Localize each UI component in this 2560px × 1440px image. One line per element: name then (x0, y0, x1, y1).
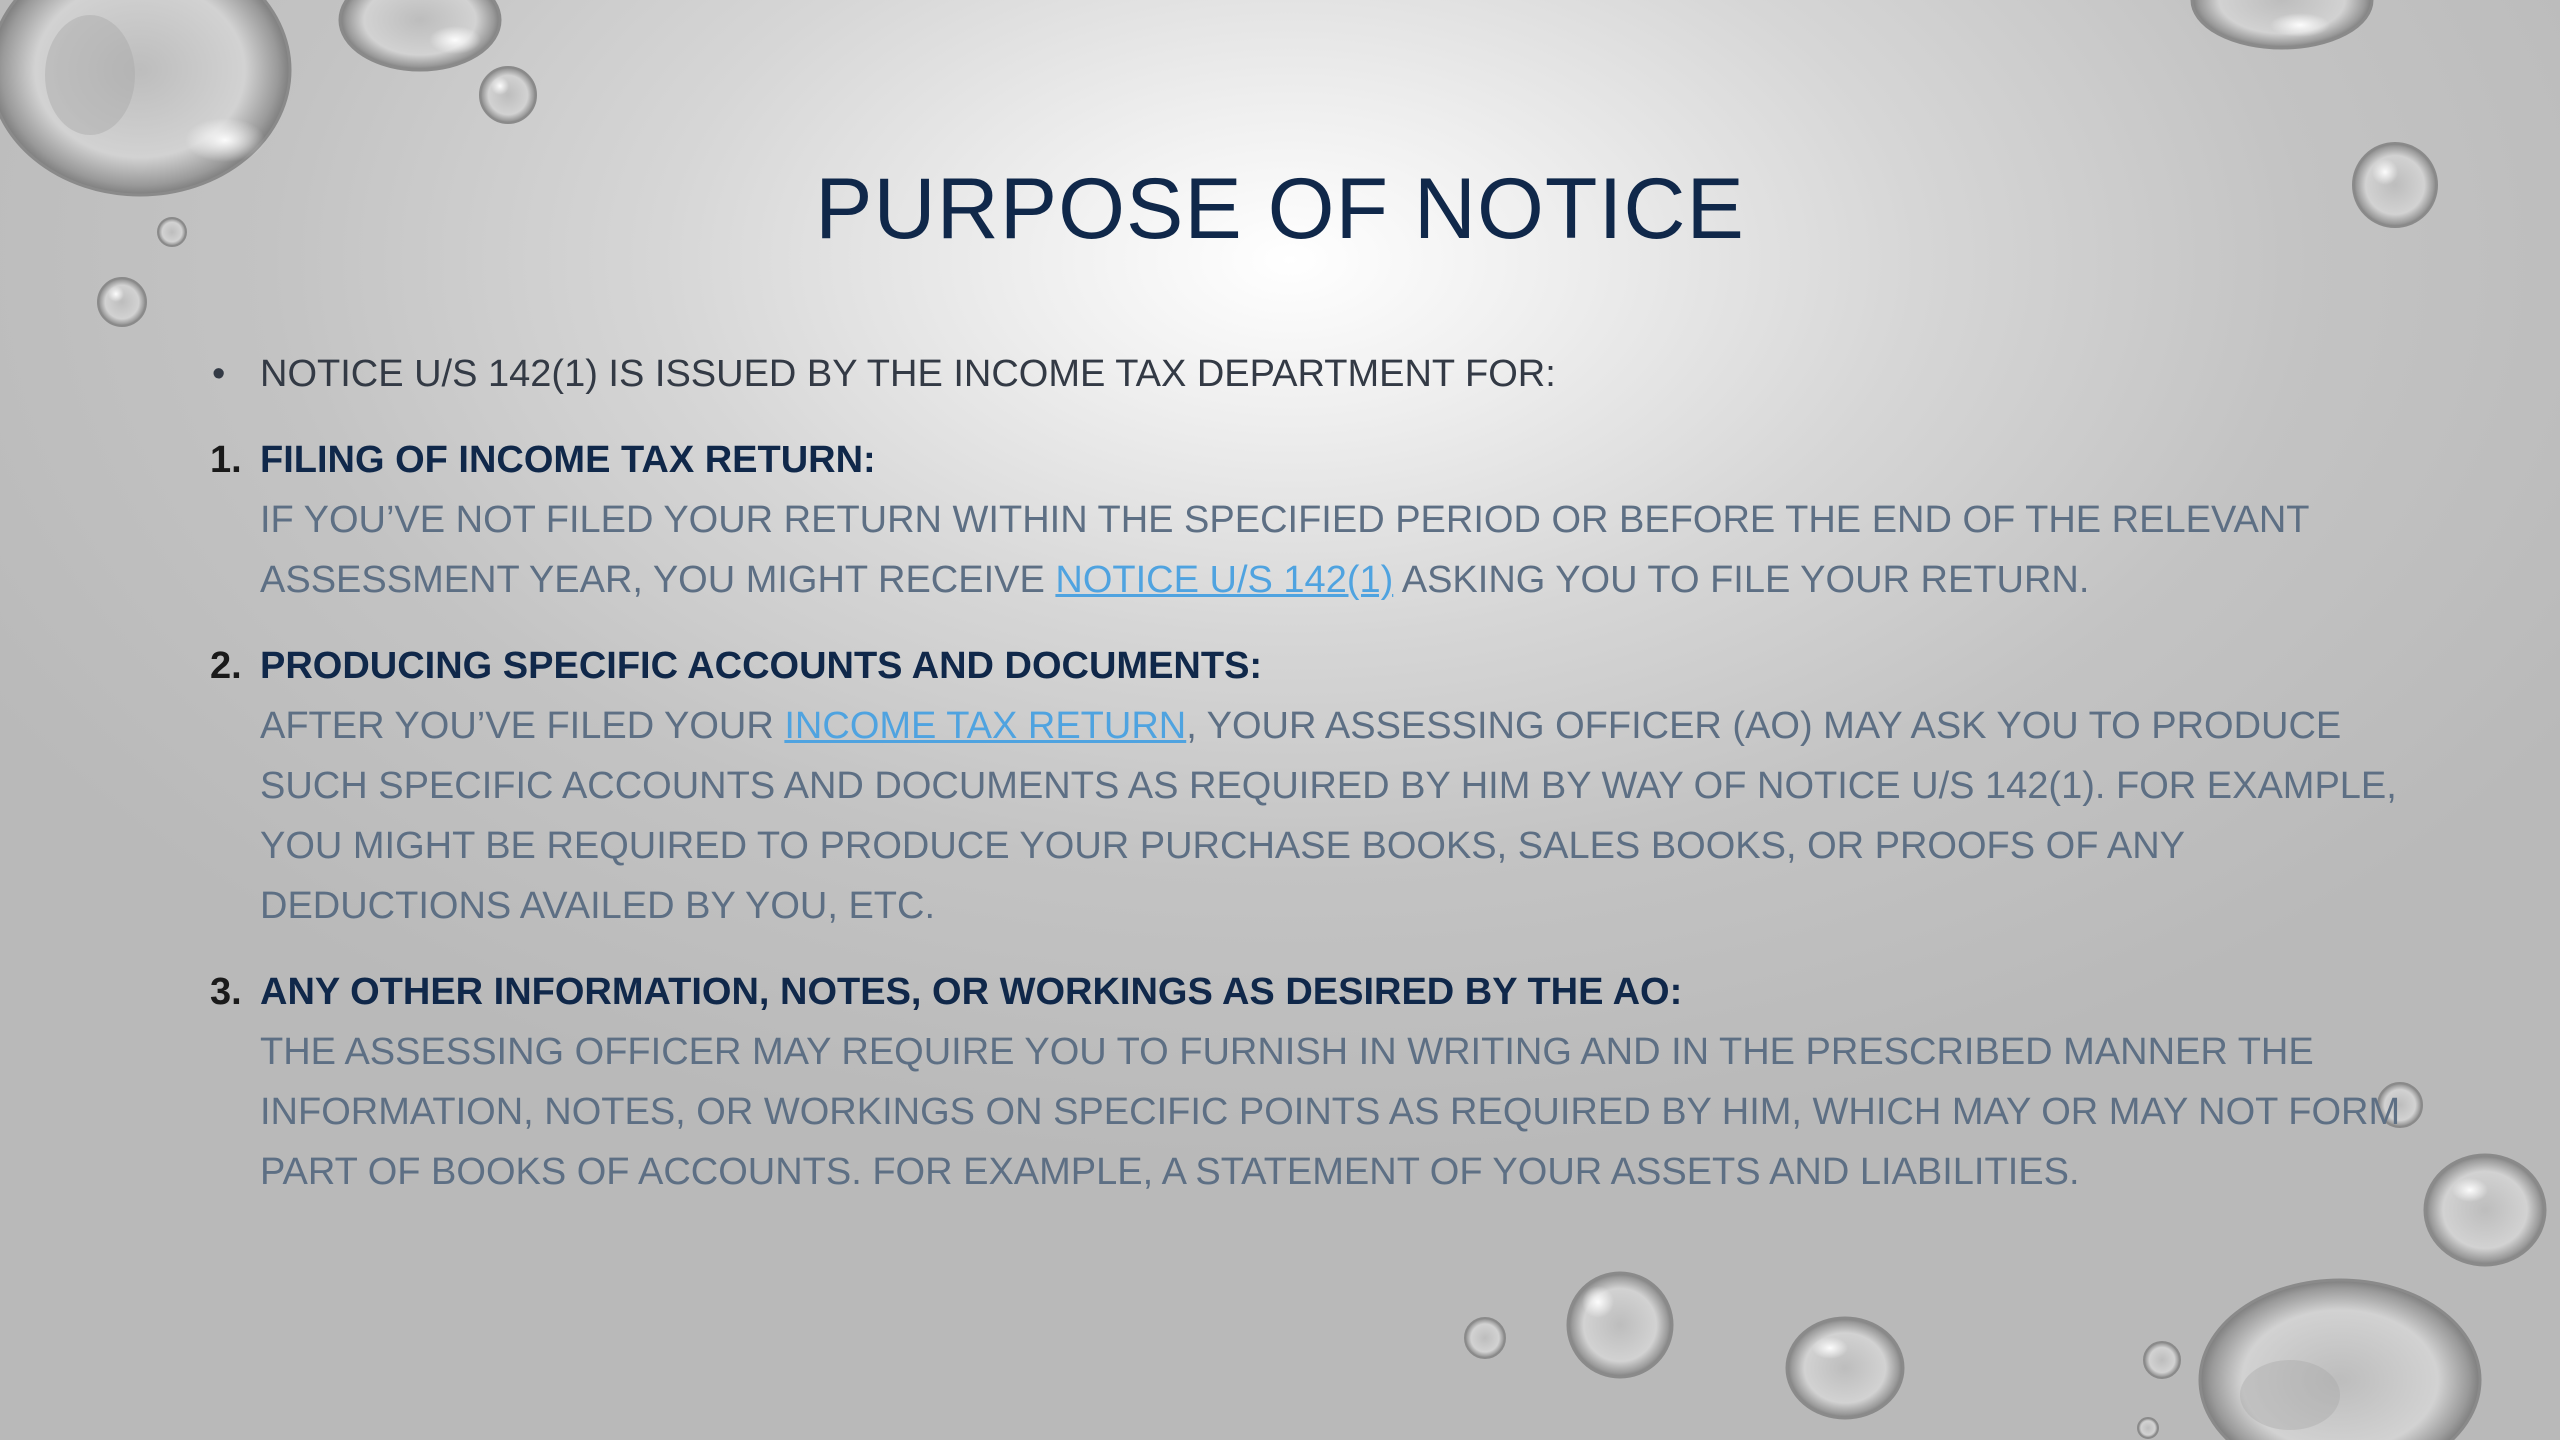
item-body-text: AFTER YOU’VE FILED YOUR (260, 705, 785, 747)
item-heading: ANY OTHER INFORMATION, NOTES, OR WORKINGS AS DESIRED BY THE AO: (260, 971, 1683, 1013)
item-heading: FILING OF INCOME TAX RETURN: (260, 439, 876, 481)
item-body-text-end: ASKING YOU TO FILE YOUR RETURN. (1393, 559, 2090, 601)
item-body (260, 490, 2410, 610)
intro-bullet (210, 344, 2410, 404)
drop-right-medium (2425, 1155, 2545, 1265)
list-item-3 (210, 962, 2410, 1202)
drop-bottom-center-small (1465, 1318, 1505, 1358)
item-body-text-end: , YOUR ASSESSING OFFICER (AO) MAY ASK YOU TO PRODUCE SUCH SPECIFIC ACCOUNTS AND DOCUMENTS AS REQUIRED BY HIM BY WAY OF NOTICE U/S 142(1). FOR EXAMPLE, YOU MIGHT BE REQUIRED TO PRODUCE YOUR PURCHASE BOOKS, SALES BOOKS, OR PROOFS OF ANY DEDUCTIONS AVAILED BY YOU, ETC. (260, 705, 2397, 927)
drop-top-left-medium (340, 0, 500, 70)
drop-bottom-center-medium (1568, 1273, 1672, 1377)
slide-title: PURPOSE OF NOTICE (815, 161, 1745, 257)
item-number: 2. (210, 645, 242, 687)
item-body: THE ASSESSING OFFICER MAY REQUIRE YOU TO FURNISH IN WRITING AND IN THE PRESCRIBED MANNER THE INFORMATION, NOTES, OR WORKINGS ON SPECIFIC POINTS AS REQUIRED BY HIM, WHICH MAY OR MAY NOT FORM PART OF BOOKS OF ACCOUNTS. FOR EXAMPLE, A STATEMENT OF YOUR ASSETS AND LIABILITIES. (260, 1031, 2401, 1193)
item-number: 3. (210, 971, 242, 1013)
bullet-dot-icon: • (212, 353, 226, 395)
drop-bottom-right-large (2200, 1280, 2480, 1440)
drop-top-left-small-3 (98, 278, 146, 326)
drop-top-right-large (2192, 0, 2372, 48)
notice-link[interactable]: NOTICE U/S 142(1) (1055, 559, 1394, 601)
item-body (260, 696, 2410, 936)
item-body-text: IF YOU’VE NOT FILED YOUR RETURN WITHIN THE SPECIFIED PERIOD OR BEFORE THE END OF THE RELEVANT ASSESSMENT YEAR, YOU MIGHT RECEIVE (260, 499, 2309, 601)
item-heading: PRODUCING SPECIFIC ACCOUNTS AND DOCUMENTS: (260, 645, 1263, 687)
drop-bottom-center-large (1787, 1318, 1903, 1418)
drop-bottom-right-small-1 (2144, 1342, 2180, 1378)
income-tax-return-link[interactable]: INCOME TAX RETURN (784, 705, 1187, 747)
drop-top-left-small-1 (480, 67, 536, 123)
intro-text: NOTICE U/S 142(1) IS ISSUED BY THE INCOME TAX DEPARTMENT FOR: (260, 353, 1556, 395)
list-item-2 (210, 636, 2410, 936)
drop-bottom-right-small-2 (2138, 1418, 2158, 1438)
slide-content (210, 344, 2410, 1202)
list-item-1 (210, 430, 2410, 610)
item-number: 1. (210, 439, 242, 481)
